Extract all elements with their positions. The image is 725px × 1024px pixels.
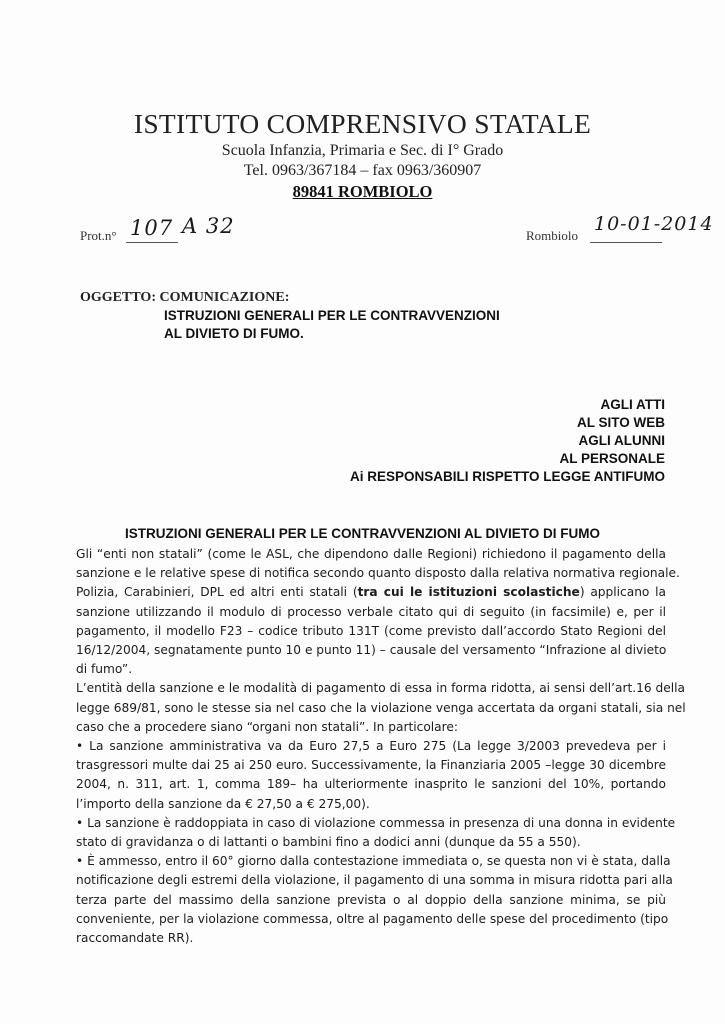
text-line: • È ammesso, entro il 60° giorno dalla contestazione immediata o, se questa non vi è stata, dalla	[76, 854, 671, 869]
text-line: • La sanzione amministrativa va da Euro 27,5 a Euro 275 (La legge 3/2003 prevedeva per i	[76, 739, 666, 754]
recipient: Ai RESPONSABILI RISPETTO LEGGE ANTIFUMO	[349, 469, 665, 484]
text-line: terza parte del massimo della sanzione prevista o al doppio della sanzione minima, se più	[76, 892, 666, 907]
subject-label: OGGETTO: COMUNICAZIONE:	[80, 290, 290, 305]
text-line: caso che a procedere siano “organi non statali”. In particolare:	[76, 719, 458, 734]
text-line: Gli “enti non statali” (come le ASL, che dipendono dalle Regioni) richiedono il pagamento della	[76, 547, 666, 561]
recipients-list	[350, 396, 665, 486]
city-line: 89841 ROMBIOLO	[292, 182, 433, 201]
recipient: AL SITO WEB	[576, 415, 665, 430]
institution-name: ISTITUTO COMPRENSIVO STATALE	[133, 108, 592, 139]
text-line: trasgressori multe dai 25 ai 250 euro. Successivamente, la Finanziaria 2005 –legge 30 dicembre	[76, 758, 666, 773]
recipient: AGLI ATTI	[600, 397, 665, 412]
bullet-sanzione-raddoppiata	[76, 814, 676, 852]
body-text	[76, 545, 686, 948]
text-run: Polizia, Carabinieri, DPL ed altri enti statali (	[76, 585, 358, 600]
text-run: ) applicano la	[579, 585, 667, 600]
text-line: di fumo”.	[76, 662, 133, 677]
text-line: stato di gravidanza o di lattanti o bambini fino a dodici anni (dunque da 55 a 550).	[76, 835, 581, 850]
text-line: sanzione e le relative spese di notifica secondo quanto disposto dalla relativa normativa regionale.	[76, 566, 680, 581]
text-line: 2004, n. 311, art. 1, comma 189– ha ulteriormente inasprito le sanzioni del 10%, portando	[76, 777, 666, 792]
protocol-code: A 32	[182, 214, 235, 238]
contact-line: Tel. 0963/367184 – fax 0963/360907	[243, 162, 482, 179]
text-line: 16/12/2004, segnatamente punto 10 e punto 11) – causale del versamento “Infrazione al divieto	[76, 643, 667, 658]
paragraph-entita	[76, 679, 686, 737]
text-line: notificazione degli estremi della violazione, il pagamento di una somma in misura ridotta pari alla	[76, 873, 673, 888]
date-value: 10-01-2014	[594, 213, 714, 235]
protocol-number: 107	[130, 216, 174, 240]
date-underline	[590, 242, 662, 243]
text-line: conveniente, per la violazione commessa, oltre al pagamento delle spese del procedimento (tipo	[76, 911, 669, 926]
subject-line-2: AL DIVIETO DI FUMO.	[164, 326, 304, 341]
text-line: • La sanzione è raddoppiata in caso di violazione commessa in presenza di una donna in evidente	[76, 815, 676, 830]
text-line: sanzione utilizzando il modulo di processo verbale citato qui di seguito (in facsimile) e, per il	[76, 604, 666, 619]
text-line: pagamento, il modello F23 – codice tributo 131T (come previsto dall’accordo Stato Regioni del	[76, 623, 666, 638]
paragraph-enti	[76, 545, 680, 679]
bold-emphasis: tra cui le istituzioni scolastiche	[357, 585, 580, 600]
school-levels: Scuola Infanzia, Primaria e Sec. di I° Grado	[221, 142, 504, 159]
date-place-label: Rombiolo	[526, 228, 579, 243]
recipient: AGLI ALUNNI	[578, 433, 665, 448]
section-title: ISTRUZIONI GENERALI PER LE CONTRAVVENZIONI AL DIVIETO DI FUMO	[124, 526, 601, 541]
recipient: AL PERSONALE	[559, 451, 665, 466]
protocol-label: Prot.n°	[80, 228, 117, 243]
bullet-sanzione-amministrativa	[76, 737, 666, 814]
text-line: raccomandate RR).	[76, 931, 194, 946]
text-line: legge 689/81, sono le stesse sia nel caso che la violazione venga accertata da organi statali, sia nel	[76, 700, 686, 715]
bullet-pagamento-ridotto	[76, 852, 673, 948]
subject-line-1: ISTRUZIONI GENERALI PER LE CONTRAVVENZIONI	[164, 308, 500, 323]
text-line: L’entità della sanzione e le modalità di pagamento di essa in forma ridotta, ai sensi dell’art.16 della	[76, 681, 685, 696]
protocol-underline	[126, 242, 178, 243]
text-line-mixed	[76, 583, 666, 602]
text-line: l’importo della sanzione da € 27,50 a € 275,00).	[76, 796, 370, 811]
